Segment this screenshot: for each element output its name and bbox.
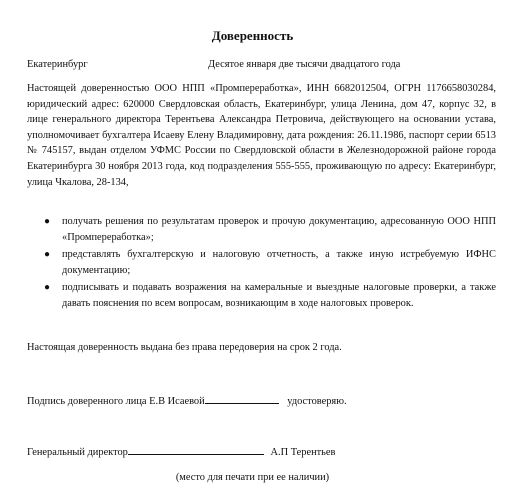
power-text: представлять бухгалтерскую и налоговую отчетность, а также иную истребуемую ИФНС документацию; [62, 249, 496, 276]
document-title: Доверенность [211, 28, 294, 43]
list-item [44, 247, 496, 278]
list-item [44, 214, 496, 245]
seal-note: (место для печати при ее наличии) [175, 472, 330, 483]
bullet-icon: ● [44, 282, 51, 294]
powers-list [44, 214, 496, 314]
power-text: подписывать и подавать возражения на камеральные и выездные налоговые проверки, а также давать пояснения по всем вопросам, возникающим в ходе налоговых проверок. [62, 282, 496, 309]
power-text: получать решения по результатам проверок и прочую документацию, адресованную ООО НПП «Промпереработка»; [62, 216, 496, 243]
list-item [44, 280, 496, 311]
city: Екатеринбург [27, 59, 88, 70]
validity-statement: Настоящая доверенность выдана без права передоверия на срок 2 года. [27, 342, 342, 353]
signature-prefix: Подпись доверенного лица Е.В Исаевой [27, 396, 205, 407]
director-name: А.П Терентьев [270, 447, 336, 458]
main-paragraph: Настоящей доверенностью ООО НПП «Промпереработка», ИНН 6682012504, ОГРН 1176658030284, юридический адрес: 620000 Свердловская область, Екатеринбург, улица Ленина, дом 47, корпус 32, в лице генерального директора Терентьева Александра Петровича, действующего на основании устава, уполномочивает бухгалтера Исаеву Елену Владимировну, дата рождения: 26.11.1986, паспорт серии 6513 № 745157, выдан отделом УФМС России по Свердловской области в Железнодорожной районе города Екатеринбурга 30 ноября 2013 года, код подразделения 555-555, проживающую по адресу: Екатеринбург, улица Чкалова, 28-134, [27, 83, 496, 188]
issue-date: Десятое января две тысячи двадцатого года [208, 59, 401, 70]
bullet-icon: ● [44, 249, 51, 261]
director-signature-blank [128, 444, 264, 455]
director-label: Генеральный директор [27, 447, 128, 458]
signature-suffix: удостоверяю. [287, 396, 347, 407]
signature-certification [27, 393, 496, 408]
signature-blank [205, 393, 279, 404]
bullet-icon: ● [44, 216, 51, 227]
director-signature [27, 444, 496, 459]
